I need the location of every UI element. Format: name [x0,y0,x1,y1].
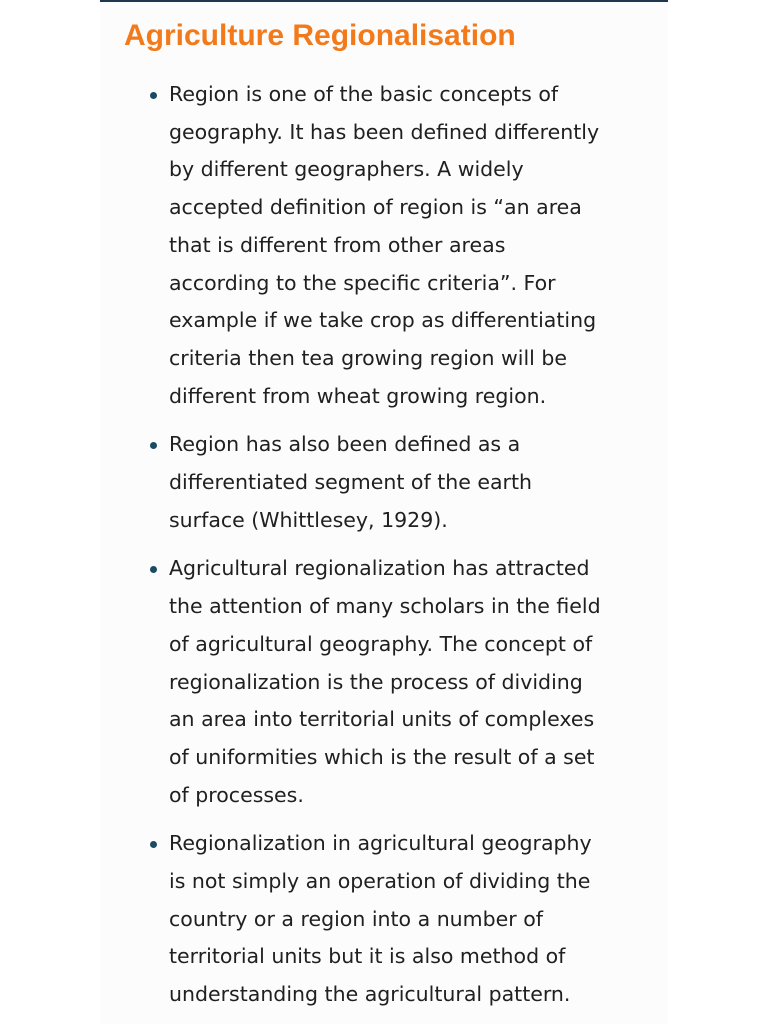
bullet-dot-icon [150,92,157,99]
paragraph-line: surface (Whittlesey, 1929). [169,507,448,532]
paragraph-line: understanding the agricultural pattern. [169,982,571,1007]
paragraph-line: that is different from other areas [169,232,506,257]
paragraph-line: of agricultural geography. The concept of [169,631,593,656]
paragraph-line: according to the specific criteria”. For [169,270,556,295]
bullet-dot-icon [150,566,157,573]
paragraph-line: territorial units but it is also method of [169,944,566,969]
page-title: Agriculture Regionalisation [124,19,516,52]
paragraph-line: of processes. [169,782,304,807]
bullet-list [147,76,667,1024]
list-item [147,76,667,415]
paragraph-line: Agricultural regionalization has attracted [169,556,590,581]
paragraph-line: country or a region into a number of [169,906,543,931]
paragraph-line: by different geographers. A widely [169,157,524,182]
paragraph-line: accepted definition of region is “an area [169,195,582,220]
paragraph-line: different from wheat growing region. [169,383,547,408]
article-content [100,0,668,1024]
bullet-dot-icon [150,841,157,848]
paragraph-line: of uniformities which is the result of a set [169,744,595,769]
paragraph-line: Regionalization in agricultural geography [169,831,592,856]
paragraph-line: criteria then tea growing region will be [169,345,567,370]
paragraph-line: geography. It has been defined differently [169,119,600,144]
paragraph-line: regionalization is the process of dividing [169,669,583,694]
paragraph-line: Region is one of the basic concepts of [169,82,559,106]
paragraph-line: Region has also been defined as a [169,432,521,457]
list-item [147,825,667,1014]
list-item [147,550,667,814]
list-item [147,426,667,539]
paragraph-line: an area into territorial units of complexes [169,707,595,732]
paragraph-line: is not simply an operation of dividing the [169,869,591,894]
paragraph-line: example if we take crop as differentiating [169,308,597,333]
paragraph-line: the attention of many scholars in the field [169,594,601,619]
paragraph-line: differentiated segment of the earth [169,470,533,495]
bullet-dot-icon [150,442,157,449]
